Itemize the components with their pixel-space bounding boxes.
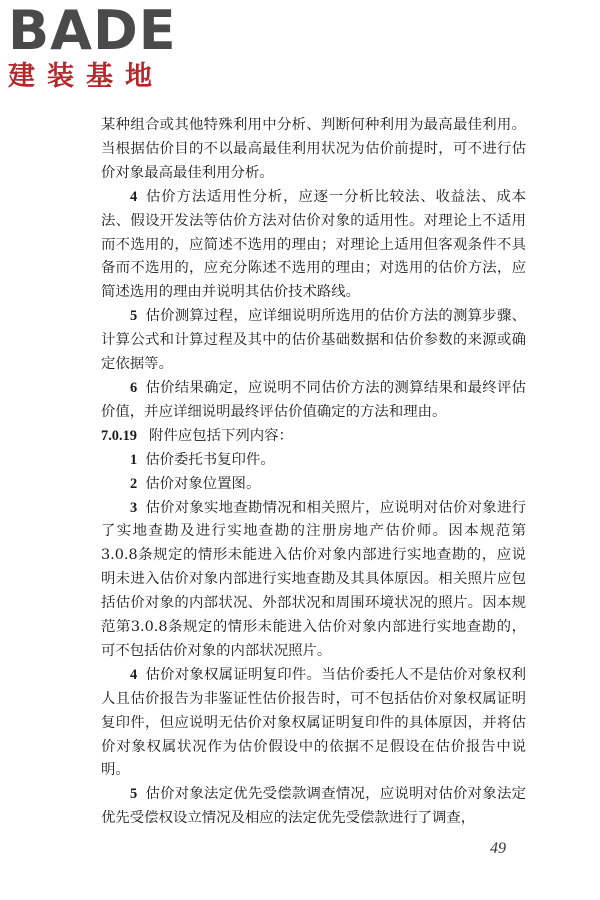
- item-number: 4: [130, 666, 138, 683]
- item-number: 5: [130, 308, 138, 325]
- item-number: 5: [130, 786, 138, 803]
- item-number: 1: [130, 451, 138, 468]
- list-item: [101, 449, 526, 473]
- page-number: 49: [490, 840, 506, 857]
- item-text: 估价对象权属证明复印件。当估价委托人不是估价对象权利人且估价报告为非鉴证性估价报告时，可不包括估价对象权属证明复印件，但应说明无估价对象权属证明复印件的具体原因，并将估价对象权属状况作为估价假设中的依据不足假设在估价报告中说明。: [101, 666, 526, 779]
- list-item: [101, 305, 526, 377]
- page-body: [101, 114, 526, 831]
- item-number: 2: [130, 475, 138, 492]
- item-text: 估价对象实地查勘情况和相关照片，应说明对估价对象进行了实地查勘及进行实地查勘的注册房地产估价师。因本规范第3.0.8条规定的情形未能进入估价对象内部进行实地查勘的，应说明未进入估价对象内部进行实地查勘及其具体原因。相关照片应包括估价对象的内部状况、外部状况和周围环境状况的照片。因本规范第3.0.8条规定的情形未能进入估价对象内部进行实地查勘的，可不包括估价对象的内部状况照片。: [101, 499, 526, 659]
- clause-heading: [101, 425, 526, 449]
- list-item: [101, 783, 526, 831]
- logo-subtitle: 建装基地: [8, 61, 164, 92]
- list-item: [101, 377, 526, 425]
- list-item: [101, 473, 526, 497]
- clause-number: 7.0.19: [101, 427, 137, 444]
- item-text: 估价对象位置图。: [145, 475, 261, 492]
- list-item: [101, 186, 526, 306]
- lead-paragraph: 某种组合或其他特殊利用中分析、判断何种利用为最高最佳利用。当根据估价目的不以最高最佳利用状况为估价前提时，可不进行估价对象最高最佳利用分析。: [101, 117, 526, 181]
- list-item: [101, 664, 526, 784]
- item-number: 4: [130, 188, 138, 205]
- logo-wordmark: BADE: [8, 0, 177, 62]
- item-text: 估价委托书复印件。: [145, 451, 275, 468]
- list-item: [101, 497, 526, 664]
- item-text: 估价测算过程，应详细说明所选用的估价方法的测算步骤、计算公式和计算过程及其中的估价基础数据和估价参数的来源或确定依据等。: [101, 308, 526, 373]
- item-text: 估价结果确定，应说明不同估价方法的测算结果和最终评估价值，并应详细说明最终评估价值确定的方法和理由。: [101, 379, 526, 420]
- item-text: 估价对象法定优先受偿款调查情况，应说明对估价对象法定优先受偿权设立情况及相应的法定优先受偿款进行了调查，: [101, 786, 526, 827]
- item-number: 3: [130, 499, 138, 516]
- brand-logo: [8, 0, 178, 94]
- clause-text: 附件应包括下列内容：: [148, 427, 293, 444]
- item-text: 估价方法适用性分析，应逐一分析比较法、收益法、成本法、假设开发法等估价方法对估价对象的适用性。对理论上不适用而不选用的，应简述不选用的理由；对理论上适用但客观条件不具备而不选用的，应充分陈述不选用的理由；对选用的估价方法，应简述选用的理由并说明其估价技术路线。: [101, 188, 526, 301]
- item-number: 6: [130, 379, 138, 396]
